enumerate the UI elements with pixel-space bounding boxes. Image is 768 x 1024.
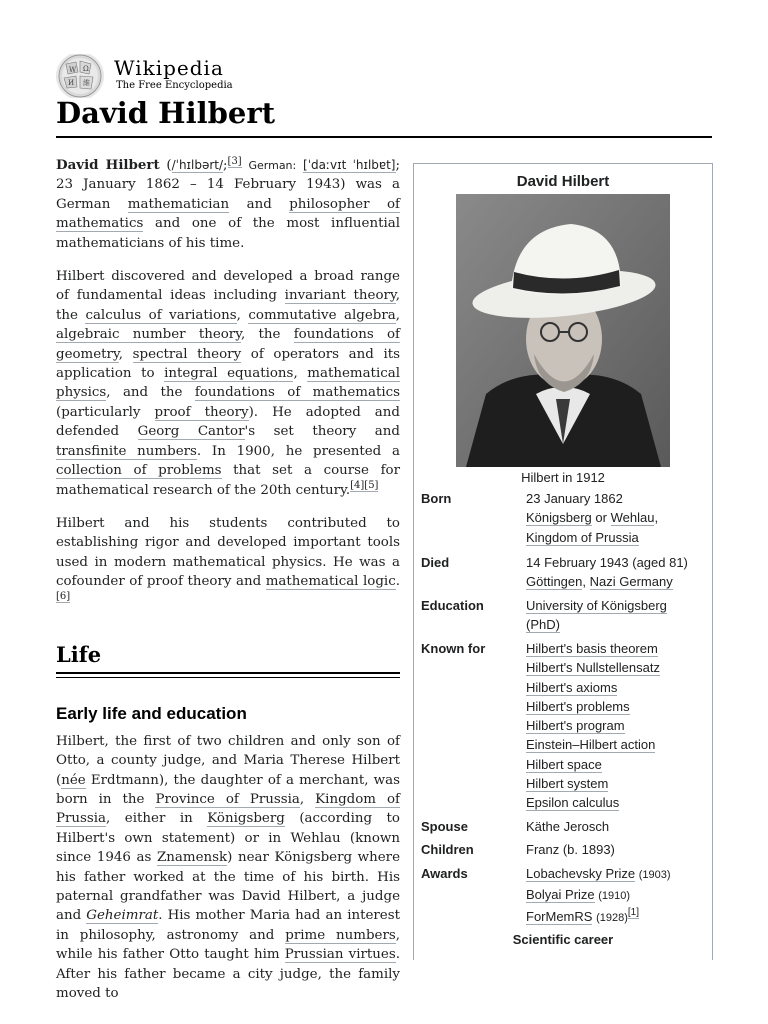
infobox-row-education [421, 596, 707, 636]
scientific-career-header: Scientific career [512, 932, 614, 947]
died-date: 14 February 1943 (aged 81) [526, 555, 688, 570]
para-text: . After his father became a city judge, the family moved to [56, 947, 400, 1002]
education-value [526, 596, 711, 635]
died-label: Died [421, 555, 450, 570]
link-known-for-item[interactable]: Hilbert's Nullstellensatz [526, 660, 660, 676]
infobox-title: David Hilbert [516, 173, 610, 190]
link-known-for-item[interactable]: Einstein–Hilbert action [526, 737, 656, 753]
para-text: ) near Königsberg where his father worked at the time of his birth. His paternal grandfather was David Hilbert, a judge and [56, 850, 400, 924]
link-born-kingdom-of-prussia[interactable]: Kingdom of Prussia [526, 529, 639, 545]
link-phd[interactable]: (PhD) [526, 617, 560, 633]
title-divider [56, 136, 712, 138]
lead-text: one of the most influential mathematicians of his time. [56, 216, 401, 251]
para-text: , the [241, 327, 281, 343]
link-bolyai-prize[interactable]: Bolyai Prize [526, 887, 595, 903]
awards-list [526, 864, 711, 928]
ref-3[interactable]: [3] [227, 155, 242, 167]
ipa-german-link[interactable]: [ˈdaːvɪt ˈhɪlbɐt] [303, 158, 396, 172]
link-known-for-item[interactable]: Hilbert space [526, 756, 602, 772]
section-heading-life: Life [56, 641, 102, 667]
known-for-list [526, 639, 711, 813]
para-text: ). He adopted and defended [56, 404, 400, 440]
link-transfinite-numbers[interactable]: transfinite numbers [56, 443, 197, 459]
para-text: , the [56, 288, 400, 323]
lead-subject: David Hilbert [56, 157, 160, 173]
link-known-for-item[interactable]: Epsilon calculus [526, 795, 620, 811]
para-text: , either in [106, 811, 193, 827]
infobox-row-born [421, 489, 707, 549]
died-comma: , [582, 574, 586, 590]
link-spectral-theory[interactable]: spectral theory [132, 346, 242, 362]
para-text: 's set theory and [244, 424, 400, 440]
link-philosopher-of-mathematics[interactable]: philosopher of mathematics [56, 196, 400, 232]
lead-text: and [246, 196, 272, 212]
link-mathematical-physics[interactable]: mathematical physics [56, 366, 400, 401]
born-label: Born [421, 491, 452, 506]
born-value [526, 489, 711, 547]
link-died-nazi-germany[interactable]: Nazi Germany [589, 574, 673, 590]
infobox-row-spouse [421, 817, 707, 837]
link-konigsberg[interactable]: Königsberg [207, 811, 285, 827]
para-text: , [299, 791, 305, 807]
link-kingdom-of-prussia[interactable]: Kingdom of Prussia [56, 791, 400, 827]
link-prime-numbers[interactable]: prime numbers [285, 927, 396, 943]
ref-6[interactable]: [6] [56, 591, 71, 603]
para-text: Hilbert discovered and developed a broad range of fundamental ideas including [56, 269, 400, 304]
link-znamensk[interactable]: Znamensk [156, 850, 228, 866]
link-known-for-item[interactable]: Hilbert's problems [526, 698, 630, 714]
subsection-heading-early-life: Early life and education [56, 704, 247, 724]
children-value: Franz (b. 1893) [526, 842, 615, 857]
infobox-row-known-for [421, 639, 707, 815]
award-year: (1928) [596, 911, 628, 924]
known-for-label: Known for [421, 641, 486, 656]
link-invariant-theory[interactable]: invariant theory [284, 288, 396, 304]
link-commutative-algebra[interactable]: commutative algebra [248, 307, 396, 323]
award-year: (1910) [598, 890, 631, 903]
german-label: German: [248, 159, 297, 172]
link-integral-equations[interactable]: integral equations [164, 366, 294, 382]
infobox-row-died [421, 553, 707, 593]
para-text: (particularly [56, 404, 141, 420]
para-text: , and the [106, 385, 183, 401]
para-text: that set a course for mathematical research of the 20th century. [56, 463, 400, 498]
lead-dates: 23 January 1862 – 14 February 1943) was a German [56, 177, 400, 212]
site-header [56, 52, 716, 96]
svg-text:И: И [68, 79, 75, 87]
para-text: . [395, 574, 400, 590]
link-algebraic-number-theory[interactable]: algebraic number theory [56, 327, 241, 343]
link-mathematical-logic[interactable]: mathematical logic [265, 574, 396, 590]
link-foundations-of-mathematics[interactable]: foundations of mathematics [194, 385, 400, 401]
para-text: , [293, 366, 298, 382]
para-text: (according to Hilbert's own statement) or in Wehlau (known since 1946 as [56, 811, 400, 866]
ref-4-5[interactable]: [4][5] [350, 480, 379, 492]
infobox-row-awards [421, 864, 707, 924]
paragraph-contributions [56, 267, 400, 500]
portrait-caption: Hilbert in 1912 [521, 470, 605, 485]
svg-text:Ω: Ω [83, 65, 89, 73]
para-text: , while his father Otto taught him [56, 927, 401, 963]
para-text: , [395, 307, 400, 323]
born-comma: , [654, 510, 659, 526]
para-text: . In 1900, he presented a [196, 443, 400, 459]
link-lobachevsky-prize[interactable]: Lobachevsky Prize [526, 866, 636, 881]
para-text: , [118, 346, 124, 362]
svg-text:維: 維 [83, 79, 90, 87]
link-born-konigsberg[interactable]: Königsberg [526, 510, 592, 526]
wikipedia-tagline: The Free Encyclopedia [116, 80, 233, 91]
infobox-row-children [421, 840, 707, 860]
awards-label: Awards [421, 866, 468, 881]
born-date: 23 January 1862 [526, 491, 623, 506]
link-nee[interactable]: née [61, 772, 86, 788]
link-calculus-of-variations[interactable]: calculus of variations [85, 307, 237, 323]
education-label: Education [421, 598, 484, 613]
paragraph-students [56, 514, 400, 611]
infobox [413, 163, 713, 960]
svg-text:W: W [69, 66, 77, 74]
link-born-wehlau[interactable]: Wehlau [610, 510, 655, 526]
link-known-for-item[interactable]: Hilbert's program [526, 718, 625, 734]
born-or: or [595, 510, 607, 526]
children-label: Children [421, 842, 474, 857]
link-known-for-item[interactable]: Hilbert system [526, 776, 609, 792]
article-body [56, 156, 400, 1003]
spouse-label: Spouse [421, 819, 468, 834]
para-text: of operators and its application to [56, 346, 400, 382]
para-text: , [236, 307, 241, 323]
link-university-of-konigsberg[interactable]: University of Königsberg [526, 598, 667, 613]
link-known-for-item[interactable]: Hilbert's axioms [526, 679, 618, 695]
lead-text: and [155, 216, 181, 232]
portrait-photo[interactable] [456, 194, 670, 467]
link-died-gottingen[interactable]: Göttingen [526, 574, 583, 590]
spouse-value: Käthe Jerosch [526, 819, 610, 834]
link-proof-theory[interactable]: proof theory [154, 404, 249, 420]
wikipedia-globe-logo[interactable] [56, 54, 104, 98]
wikipedia-wordmark[interactable]: Wikipedia [114, 56, 224, 80]
award-year: (1903) [638, 869, 671, 881]
para-text: Hilbert, the first of two children and only son of Otto, a county judge, and Maria Therese Hilbert ( [56, 733, 400, 788]
lead-paragraph: David Hilbert (/ˈhɪlbərt/;[3] German: [ˈdaːvɪt ˈhɪlbɐt]; 23 January 1862 – 14 February 1943) was a German mathematician and philosopher of mathematics and one of the most influential mathematicians of his time. [56, 155, 401, 251]
ref-1[interactable]: [1] [627, 907, 639, 919]
para-text: . His mother Maria had an interest in philosophy, astronomy and [56, 908, 400, 943]
link-mathematician[interactable]: mathematician [127, 196, 230, 212]
portrait-illustration [456, 194, 670, 467]
link-foundations-of-geometry[interactable]: foundations of geometry [56, 327, 400, 362]
ipa-english-link[interactable]: /ˈhɪlbərt/ [171, 158, 224, 172]
link-geheimrat[interactable]: Geheimrat [86, 908, 159, 924]
page-title: David Hilbert [56, 96, 276, 130]
link-known-for-item[interactable]: Hilbert's basis theorem [526, 641, 658, 656]
link-prussian-virtues[interactable]: Prussian virtues [284, 947, 396, 963]
link-georg-cantor[interactable]: Georg Cantor [137, 424, 245, 440]
para-text: Hilbert and his students contributed to establishing rigor and developed important tools used in modern mathematical physics. He was a cofounder of proof theory and [56, 515, 400, 590]
link-collection-of-problems[interactable]: collection of problems [56, 463, 222, 479]
section-divider [56, 672, 400, 678]
link-province-of-prussia[interactable]: Province of Prussia [155, 791, 300, 807]
para-text: Erdtmann), the daughter of a merchant, was born in the [56, 772, 400, 807]
paragraph-early-life [56, 732, 400, 1004]
died-value [526, 553, 711, 592]
link-formemrs[interactable]: ForMemRS [526, 908, 593, 924]
